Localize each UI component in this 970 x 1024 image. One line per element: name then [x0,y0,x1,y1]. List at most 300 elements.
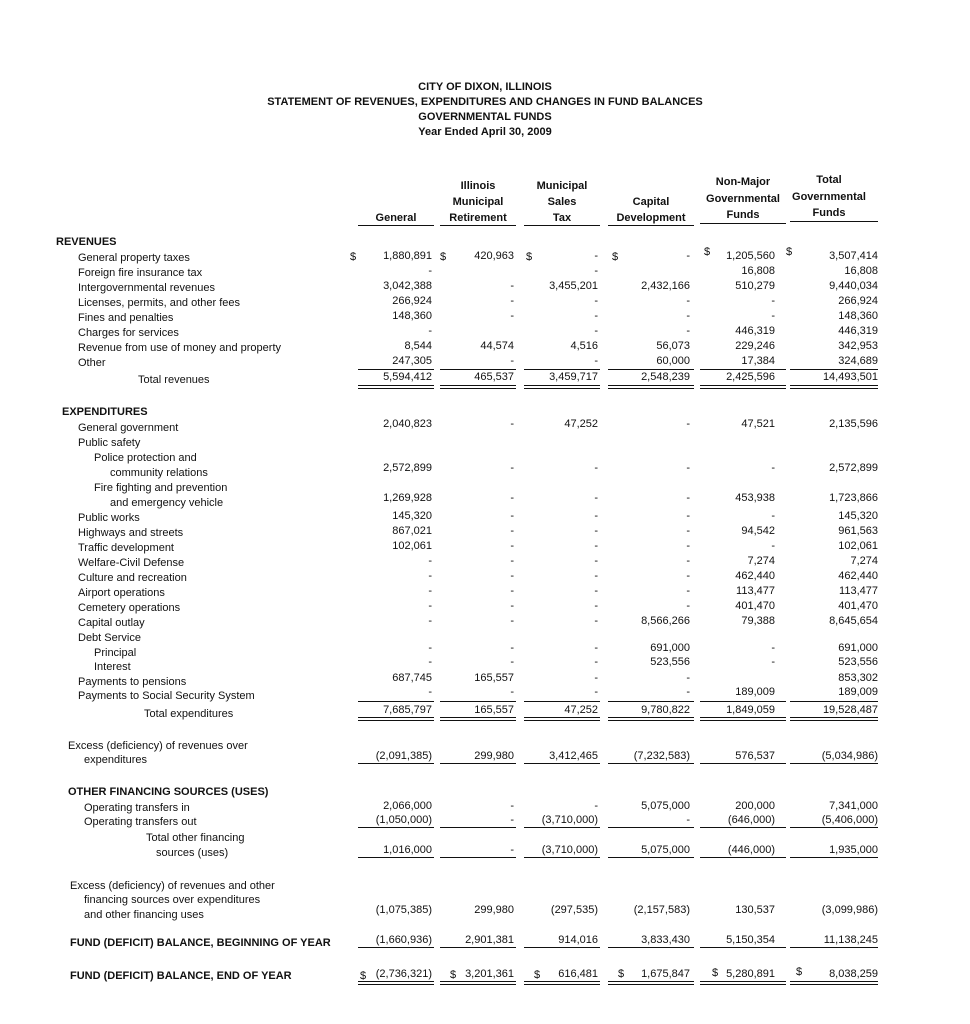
other-financing-underline-general [358,857,434,858]
excess-other-value-sales-tax: (297,535) [550,904,598,916]
expenditure-value-imrf: - [510,585,514,597]
header-underline-nonmajor [700,223,786,224]
col-header-nonmajor-2: Governmental [706,193,780,205]
revenue-value-nonmajor: 229,246 [735,340,775,352]
revenue-value-sales-tax: - [594,310,598,322]
dollar-sign: $ [360,970,367,982]
ending-balance-value-nonmajor: 5,280,891 [726,968,775,980]
header-underline-total [790,221,878,222]
beginning-underline-total [790,947,878,948]
expenditure-value-nonmajor: 401,470 [735,600,775,612]
expenditure-line-label: Highways and streets [78,527,184,539]
excess-label-line1: Excess (deficiency) of revenues over [68,740,248,752]
fire-value-nonmajor: 453,938 [735,492,775,504]
excess-other-label-line3: and other financing uses [84,909,204,921]
col-header-imrf-3: Retirement [449,212,507,224]
total-revenues-value-imrf: 465,537 [474,371,514,383]
total-expenditures-value-capital: 9,780,822 [641,704,690,716]
total-other-financing-value-total: 1,935,000 [829,844,878,856]
dollar-sign: $ [712,967,719,979]
expenditure-value-nonmajor: - [771,540,775,552]
interest-value-total: 523,556 [838,656,878,668]
col-header-total-1: Total [816,174,842,186]
period-subtitle: Year Ended April 30, 2009 [418,126,552,138]
expenditure-value-sales-tax: - [594,555,598,567]
beginning-underline-nonmajor [700,947,786,948]
excess-underline-nonmajor [700,763,786,764]
ending-balance-value-total: 8,038,259 [829,968,878,980]
public-safety-label: Public safety [78,437,141,449]
total-revenues-double-line-imrf [440,385,516,389]
ending-double-line-nonmajor [700,981,786,985]
expenditure-value-sales-tax: - [594,585,598,597]
total-expenditures-label: Total expenditures [144,708,234,720]
revenue-value-general: 266,924 [392,295,432,307]
revenue-value-capital: 56,073 [656,340,690,352]
ending-double-line-total [790,981,878,985]
col-header-general: General [375,212,417,224]
col-header-total-2: Governmental [792,191,866,203]
total-expenditures-double-line-capital [608,717,694,721]
expenditure-line-label: Welfare-Civil Defense [78,557,185,569]
dollar-sign: $ [534,969,541,981]
total-expenditures-value-imrf: 165,557 [474,704,514,716]
revenue-value-imrf: - [510,295,514,307]
transfers-out-value-capital: - [686,814,690,826]
interest-value-imrf: - [510,656,514,668]
col-header-nonmajor-1: Non-Major [715,176,771,188]
dollar-sign: $ [786,246,793,258]
social-security-label: Payments to Social Security System [78,690,255,702]
expenditure-value-total: 7,274 [850,555,878,567]
other-financing-underline-capital [608,857,694,858]
revenue-subtotal-line-imrf [440,369,516,370]
revenue-value-general: 8,544 [404,340,432,352]
header-underline-capital [608,225,694,226]
revenue-value-sales-tax: 3,455,201 [549,280,598,292]
total-other-financing-value-sales-tax: (3,710,000) [541,844,598,856]
beginning-underline-sales-tax [524,947,600,948]
dollar-sign: $ [440,251,447,263]
transfers-underline-general [358,827,434,828]
ending-balance-value-capital: 1,675,847 [641,968,690,980]
revenue-value-imrf: 420,963 [474,250,514,262]
fire-value-total: 1,723,866 [829,492,878,504]
expenditure-value-imrf: - [510,570,514,582]
revenue-value-total: 342,953 [838,340,878,352]
expenditure-line-label: Public works [78,512,140,524]
revenue-value-capital: - [686,250,690,262]
general-government-value-imrf: - [510,418,514,430]
header-underline-imrf [440,225,516,226]
revenue-value-nonmajor: 17,384 [741,355,775,367]
header-underline-general [358,225,434,226]
beginning-balance-value-sales-tax: 914,016 [558,934,598,946]
transfers-underline-imrf [440,827,516,828]
revenue-value-total: 3,507,414 [829,250,878,262]
expenditure-subtotal-line-nonmajor [700,701,786,702]
expenditure-value-nonmajor: 94,542 [741,525,775,537]
police-value-sales-tax: - [594,462,598,474]
revenue-subtotal-line-general [358,369,434,370]
revenue-value-capital: - [686,295,690,307]
excess-value-imrf: 299,980 [474,750,514,762]
beginning-balance-value-nonmajor: 5,150,354 [726,934,775,946]
revenue-line-label: Other [78,357,106,369]
revenue-line-label: General property taxes [78,252,190,264]
revenue-value-nonmajor: 446,319 [735,325,775,337]
expenditure-value-imrf: - [510,510,514,522]
social-security-value-capital: - [686,686,690,698]
col-header-capital-1: Capital [632,196,670,208]
total-other-financing-label-line1: Total other financing [146,832,245,844]
revenue-subtotal-line-sales-tax [524,369,600,370]
general-government-value-sales-tax: 47,252 [564,418,598,430]
city-title: CITY OF DIXON, ILLINOIS [418,81,552,93]
beginning-underline-capital [608,947,694,948]
revenue-line-label: Licenses, permits, and other fees [78,297,241,309]
transfers-in-value-sales-tax: - [594,800,598,812]
excess-value-general: (2,091,385) [375,750,432,762]
excess-other-value-total: (3,099,986) [821,904,878,916]
total-other-financing-value-general: 1,016,000 [383,844,432,856]
revenue-value-capital: 2,432,166 [641,280,690,292]
revenue-subtotal-line-capital [608,369,694,370]
principal-value-sales-tax: - [594,642,598,654]
total-other-financing-label-line2: sources (uses) [156,847,229,859]
header-underline-sales [524,225,600,226]
beginning-balance-value-capital: 3,833,430 [641,934,690,946]
expenditure-line-label: Traffic development [78,542,174,554]
revenue-value-sales-tax: 4,516 [570,340,598,352]
revenue-value-nonmajor: 16,808 [741,265,775,277]
fire-label-line1: Fire fighting and prevention [94,482,228,494]
revenue-value-general: 247,305 [392,355,432,367]
excess-label-line2: expenditures [84,754,147,766]
revenue-value-capital: 60,000 [656,355,690,367]
expenditure-value-capital: - [686,555,690,567]
transfers-out-value-general: (1,050,000) [375,814,432,826]
principal-value-general: - [428,642,432,654]
police-label-line2: community relations [110,467,208,479]
revenue-line-label: Intergovernmental revenues [78,282,215,294]
expenditure-value-capital: 8,566,266 [641,615,690,627]
general-government-value-total: 2,135,596 [829,418,878,430]
total-expenditures-value-general: 7,685,797 [383,704,432,716]
other-financing-underline-total [790,857,878,858]
total-expenditures-double-line-total [790,717,878,721]
expenditure-value-total: 961,563 [838,525,878,537]
expenditure-value-imrf: - [510,525,514,537]
expenditure-value-nonmajor: 79,388 [741,615,775,627]
total-expenditures-value-sales-tax: 47,252 [564,704,598,716]
principal-value-capital: 691,000 [650,642,690,654]
total-other-financing-value-nonmajor: (446,000) [727,844,775,856]
pensions-value-sales-tax: - [594,672,598,684]
expenditure-value-imrf: - [510,540,514,552]
dollar-sign: $ [618,968,625,980]
transfers-in-label: Operating transfers in [84,802,190,814]
total-revenues-double-line-sales-tax [524,385,600,389]
ending-double-line-imrf [440,981,516,985]
police-value-nonmajor: - [771,462,775,474]
total-revenues-label: Total revenues [138,374,210,386]
expenditure-value-sales-tax: - [594,570,598,582]
expenditure-subtotal-line-capital [608,701,694,702]
total-other-financing-value-imrf: - [510,844,514,856]
pensions-value-general: 687,745 [392,672,432,684]
total-expenditures-double-line-general [358,717,434,721]
fire-value-imrf: - [510,492,514,504]
fire-value-capital: - [686,492,690,504]
general-government-value-nonmajor: 47,521 [741,418,775,430]
col-header-imrf-2: Municipal [452,196,504,208]
expenditure-value-general: 867,021 [392,525,432,537]
expenditure-value-sales-tax: - [594,615,598,627]
excess-underline-imrf [440,763,516,764]
transfers-underline-capital [608,827,694,828]
expenditure-value-general: - [428,615,432,627]
expenditure-value-nonmajor: - [771,510,775,522]
expenditure-value-nonmajor: 462,440 [735,570,775,582]
revenue-value-general: - [428,265,432,277]
general-government-value-general: 2,040,823 [383,418,432,430]
col-header-nonmajor-3: Funds [726,209,760,221]
revenue-line-label: Foreign fire insurance tax [78,267,203,279]
revenue-line-label: Revenue from use of money and property [78,342,282,354]
revenue-value-general: - [428,325,432,337]
total-expenditures-value-nonmajor: 1,849,059 [726,704,775,716]
total-revenues-value-sales-tax: 3,459,717 [549,371,598,383]
expenditure-value-total: 462,440 [838,570,878,582]
expenditure-value-general: - [428,585,432,597]
expenditure-value-sales-tax: - [594,510,598,522]
expenditure-value-imrf: - [510,600,514,612]
total-revenues-double-line-capital [608,385,694,389]
social-security-value-sales-tax: - [594,686,598,698]
col-header-capital-2: Development [616,212,686,224]
col-header-sales-1: Municipal [536,180,588,192]
other-financing-underline-nonmajor [700,857,786,858]
fire-value-sales-tax: - [594,492,598,504]
revenue-value-nonmajor: - [771,295,775,307]
revenue-line-label: Charges for services [78,327,179,339]
revenue-value-total: 266,924 [838,295,878,307]
fire-label-line2: and emergency vehicle [110,497,224,509]
interest-value-general: - [428,656,432,668]
revenue-value-sales-tax: - [594,250,598,262]
expenditure-value-total: 102,061 [838,540,878,552]
expenditure-value-capital: - [686,510,690,522]
beginning-underline-general [358,947,434,948]
dollar-sign: $ [704,246,711,258]
total-expenditures-double-line-nonmajor [700,717,786,721]
debt-service-label: Debt Service [78,632,141,644]
expenditure-value-total: 145,320 [838,510,878,522]
col-header-sales-2: Sales [547,196,577,208]
excess-value-total: (5,034,986) [821,750,878,762]
transfers-underline-nonmajor [700,827,786,828]
excess-value-nonmajor: 576,537 [735,750,775,762]
expenditure-value-nonmajor: 113,477 [736,585,775,597]
expenditure-value-capital: - [686,600,690,612]
expenditure-value-sales-tax: - [594,540,598,552]
ending-double-line-sales-tax [524,981,600,985]
expenditure-subtotal-line-general [358,701,434,702]
excess-other-value-imrf: 299,980 [474,904,514,916]
ending-balance-value-general: (2,736,321) [375,968,432,980]
dollar-sign: $ [796,966,803,978]
excess-underline-general [358,763,434,764]
expenditure-subtotal-line-total [790,701,878,702]
expenditure-value-general: - [428,600,432,612]
principal-value-total: 691,000 [838,642,878,654]
transfers-out-label: Operating transfers out [84,816,197,828]
revenue-line-label: Fines and penalties [78,312,174,324]
excess-other-label-line1: Excess (deficiency) of revenues and other [70,880,275,892]
section-revenues: REVENUES [56,236,117,248]
expenditure-subtotal-line-sales-tax [524,701,600,702]
beginning-balance-value-total: 11,138,245 [823,934,878,946]
pensions-label: Payments to pensions [78,676,187,688]
transfers-underline-total [790,827,878,828]
revenue-value-sales-tax: - [594,355,598,367]
revenue-value-total: 9,440,034 [829,280,878,292]
ending-double-line-capital [608,981,694,985]
section-expenditures: EXPENDITURES [62,406,148,418]
pensions-value-imrf: 165,557 [474,672,514,684]
revenue-value-total: 324,689 [838,355,878,367]
social-security-value-general: - [428,686,432,698]
revenue-subtotal-line-nonmajor [700,369,786,370]
transfers-in-value-capital: 5,075,000 [641,800,690,812]
excess-value-sales-tax: 3,412,465 [549,750,598,762]
excess-other-value-capital: (2,157,583) [633,904,690,916]
total-revenues-double-line-nonmajor [700,385,786,389]
expenditure-line-label: Capital outlay [78,617,145,629]
total-revenues-value-capital: 2,548,239 [641,371,690,383]
expenditure-value-total: 113,477 [839,585,878,597]
expenditure-value-total: 8,645,654 [829,615,878,627]
total-expenditures-value-total: 19,528,487 [822,704,878,716]
police-value-general: 2,572,899 [383,462,432,474]
revenue-value-imrf: - [510,355,514,367]
pensions-value-total: 853,302 [838,672,878,684]
principal-value-nonmajor: - [771,642,775,654]
expenditure-value-capital: - [686,570,690,582]
revenue-value-general: 3,042,388 [383,280,432,292]
transfers-out-value-sales-tax: (3,710,000) [541,814,598,826]
beginning-balance-label: FUND (DEFICIT) BALANCE, BEGINNING OF YEAR [70,937,331,949]
ending-double-line-general [358,981,434,985]
col-header-imrf-1: Illinois [460,180,496,192]
revenue-value-total: 446,319 [838,325,878,337]
expenditure-value-nonmajor: 7,274 [747,555,775,567]
revenue-value-sales-tax: - [594,325,598,337]
col-header-total-3: Funds [812,207,846,219]
beginning-balance-value-imrf: 2,901,381 [465,934,514,946]
dollar-sign: $ [612,251,619,263]
ending-balance-value-imrf: 3,201,361 [465,968,514,980]
transfers-out-value-total: (5,406,000) [821,814,878,826]
general-government-value-capital: - [686,418,690,430]
dollar-sign: $ [450,969,457,981]
revenue-value-sales-tax: - [594,295,598,307]
revenue-value-imrf: - [510,310,514,322]
transfers-underline-sales-tax [524,827,600,828]
expenditure-value-imrf: - [510,555,514,567]
other-financing-underline-sales-tax [524,857,600,858]
transfers-in-value-imrf: - [510,800,514,812]
beginning-underline-imrf [440,947,516,948]
interest-value-sales-tax: - [594,656,598,668]
ending-balance-label: FUND (DEFICIT) BALANCE, END OF YEAR [70,970,292,982]
total-expenditures-double-line-imrf [440,717,516,721]
total-other-financing-value-capital: 5,075,000 [641,844,690,856]
expenditure-value-general: - [428,555,432,567]
transfers-out-value-nonmajor: (646,000) [727,814,775,826]
expenditure-line-label: Airport operations [78,587,165,599]
expenditure-value-general: 102,061 [392,540,432,552]
police-label-line1: Police protection and [94,452,197,464]
col-header-sales-3: Tax [552,212,572,224]
statement-title: STATEMENT OF REVENUES, EXPENDITURES AND CHANGES IN FUND BALANCES [267,96,703,108]
revenue-value-nonmajor: - [771,310,775,322]
social-security-value-imrf: - [510,686,514,698]
other-financing-underline-imrf [440,857,516,858]
expenditure-value-capital: - [686,525,690,537]
police-value-capital: - [686,462,690,474]
social-security-value-total: 189,009 [838,686,878,698]
transfers-out-value-imrf: - [510,814,514,826]
revenue-subtotal-line-total [790,369,878,370]
police-value-imrf: - [510,462,514,474]
expenditure-line-label: Cemetery operations [78,602,181,614]
beginning-balance-value-general: (1,660,936) [375,934,432,946]
transfers-in-value-total: 7,341,000 [829,800,878,812]
funds-subtitle: GOVERNMENTAL FUNDS [418,111,552,123]
expenditure-value-general: - [428,570,432,582]
revenue-value-capital: - [686,325,690,337]
revenue-value-imrf: - [510,280,514,292]
total-revenues-value-nonmajor: 2,425,596 [726,371,775,383]
social-security-value-nonmajor: 189,009 [735,686,775,698]
ending-balance-value-sales-tax: 616,481 [558,968,598,980]
transfers-in-value-nonmajor: 200,000 [735,800,775,812]
revenue-value-general: 148,360 [392,310,432,322]
principal-value-imrf: - [510,642,514,654]
excess-value-capital: (7,232,583) [633,750,690,762]
expenditure-value-imrf: - [510,615,514,627]
total-revenues-value-general: 5,594,412 [383,371,432,383]
total-expenditures-double-line-sales-tax [524,717,600,721]
revenue-value-sales-tax: - [594,265,598,277]
expenditure-line-label: Culture and recreation [78,572,187,584]
interest-value-nonmajor: - [771,656,775,668]
expenditure-value-sales-tax: - [594,600,598,612]
excess-underline-sales-tax [524,763,600,764]
dollar-sign: $ [350,251,357,263]
total-revenues-value-total: 14,493,501 [822,371,878,383]
expenditure-value-general: 145,320 [392,510,432,522]
excess-other-value-general: (1,075,385) [375,904,432,916]
expenditure-value-capital: - [686,585,690,597]
interest-value-capital: 523,556 [650,656,690,668]
revenue-value-total: 16,808 [844,265,878,277]
revenue-value-general: 1,880,891 [383,250,432,262]
expenditure-value-capital: - [686,540,690,552]
excess-underline-total [790,763,878,764]
